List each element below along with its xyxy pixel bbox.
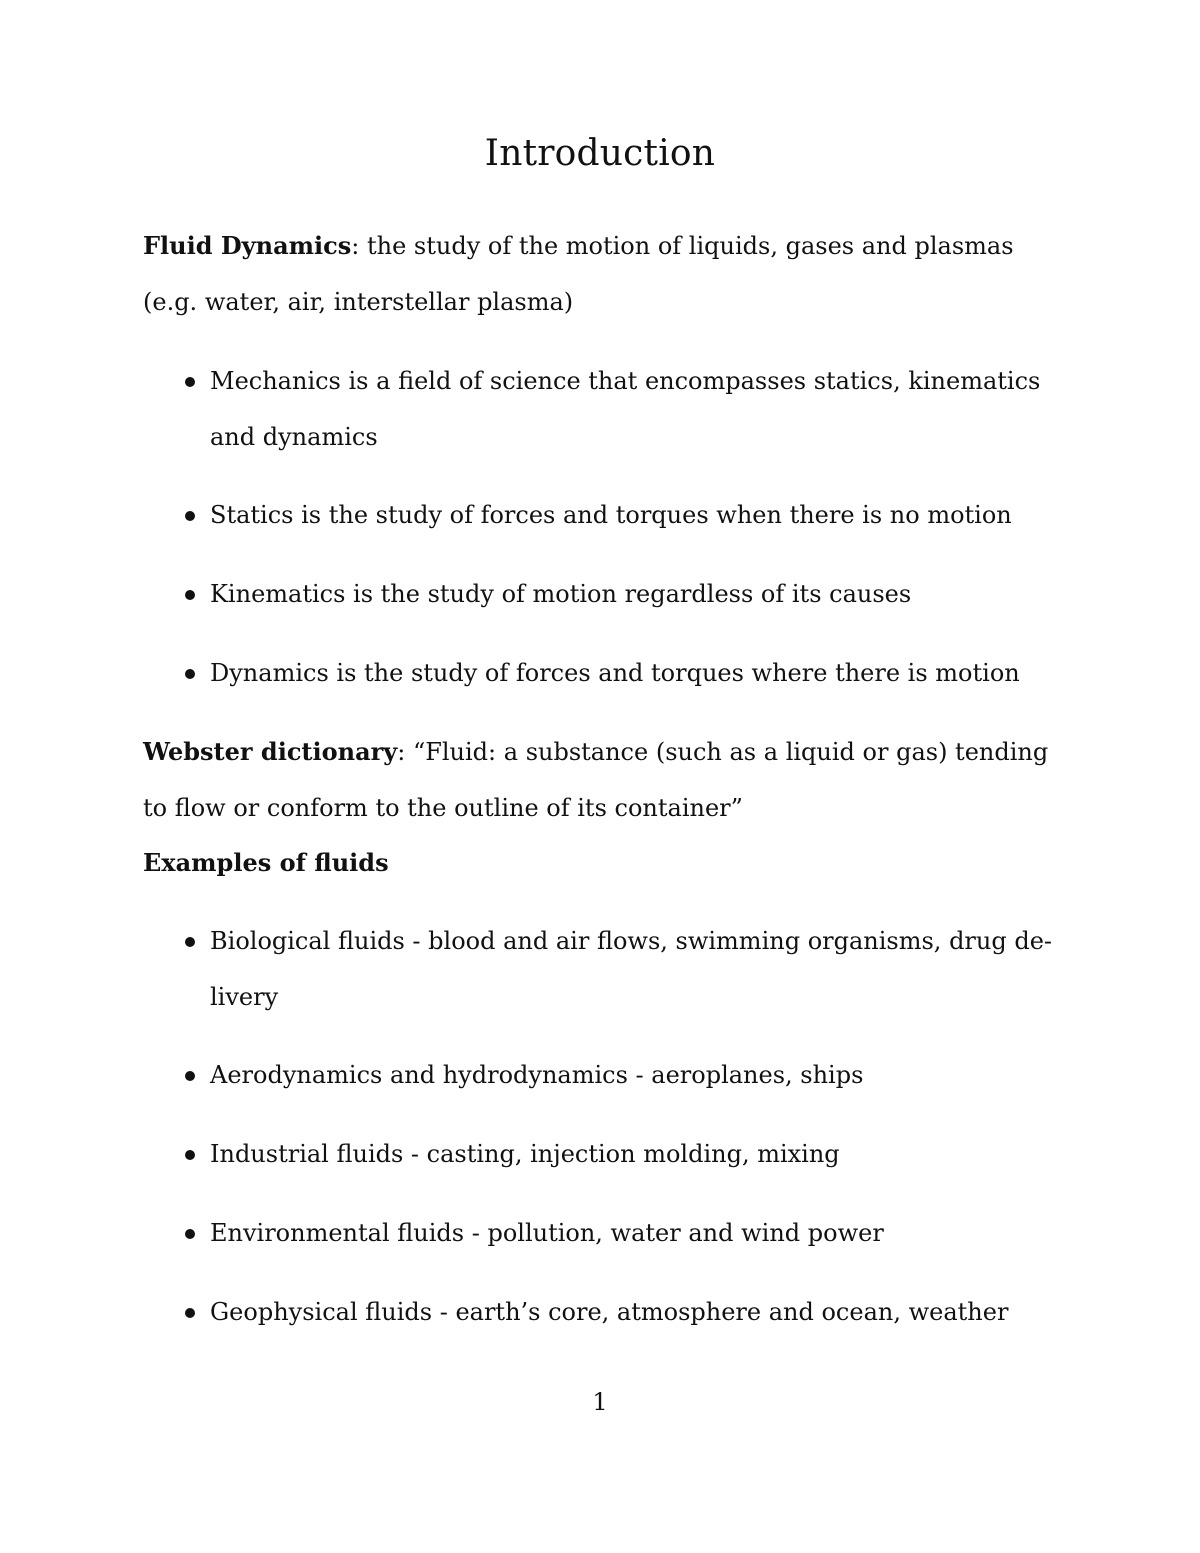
list-item: Environmental fluids - pollution, water and wind power	[185, 1205, 1065, 1261]
list-item: Aerodynamics and hydrodynamics - aeroplanes, ships	[185, 1047, 1065, 1103]
page-number: 1	[592, 1388, 608, 1416]
bullet-icon	[185, 1308, 195, 1318]
bullet-icon	[185, 511, 195, 521]
bullet-icon	[185, 1229, 195, 1239]
bullet-icon	[185, 669, 195, 679]
bullet-icon	[185, 1071, 195, 1081]
page-title: Introduction	[484, 133, 716, 174]
list-item: Mechanics is a field of science that encompasses statics, kinematics and dynamics	[185, 353, 1065, 465]
webster-text: : “Fluid: a substance (such as a liquid or gas) tending to flow or conform to the outline of its container”	[143, 738, 1049, 822]
fluid-dynamics-term: Fluid Dynamics	[143, 231, 352, 260]
fluid-dynamics-text: : the study of the motion of liquids, gases and plasmas (e.g. water, air, interstellar plasma)	[143, 232, 1014, 316]
list-item: Statics is the study of forces and torques when there is no motion	[185, 487, 1065, 543]
list-item: Kinematics is the study of motion regardless of its causes	[185, 566, 1065, 622]
bullet-icon	[185, 1150, 195, 1160]
list-item: Biological fluids - blood and air flows, swimming organisms, drug de- livery	[185, 913, 1065, 1025]
list-item: Geophysical fluids - earth’s core, atmosphere and ocean, weather	[185, 1284, 1065, 1340]
list-item: Dynamics is the study of forces and torques where there is motion	[185, 645, 1065, 701]
webster-definition	[143, 724, 1063, 836]
bullet-icon	[185, 937, 195, 947]
fluid-dynamics-definition	[143, 218, 1063, 330]
examples-heading: Examples of fluids	[143, 848, 389, 877]
webster-term: Webster dictionary	[143, 737, 398, 766]
list-item: Industrial fluids - casting, injection molding, mixing	[185, 1126, 1065, 1182]
bullet-icon	[185, 377, 195, 387]
bullet-icon	[185, 590, 195, 600]
